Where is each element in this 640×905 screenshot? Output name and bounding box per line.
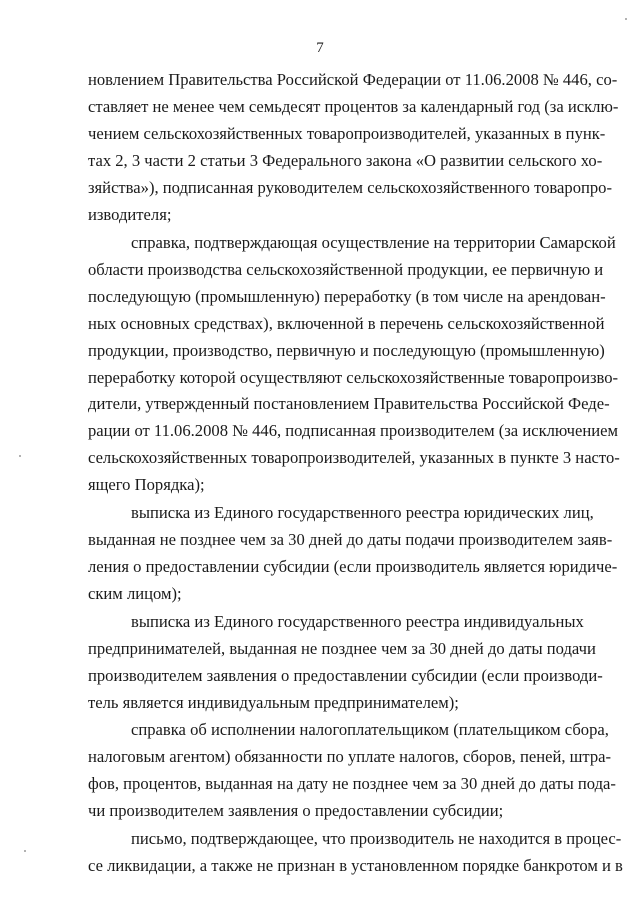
text-line: продукции, производство, первичную и последующую (промышленную): [88, 340, 605, 360]
paragraph-first-line: справка, подтверждающая осуществление на территории Самарской: [131, 232, 616, 252]
text-line: чением сельскохозяйственных товаропроизводителей, указанных в пунк-: [88, 123, 606, 143]
scan-speck: [19, 455, 21, 457]
text-line: сельскохозяйственных товаропроизводителей, указанных в пункте 3 насто-: [88, 448, 620, 468]
text-line: области производства сельскохозяйственной продукции, ее первичную и: [88, 259, 604, 279]
paragraph-first-line: выписка из Единого государственного реестра индивидуальных: [131, 611, 584, 631]
text-line: ления о предоставлении субсидии (если производитель является юридиче-: [88, 557, 618, 576]
paragraph-first-line: письмо, подтверждающее, что производитель не находится в процес-: [131, 829, 622, 848]
text-line: ящего Порядка);: [88, 475, 205, 495]
scan-speck: [24, 850, 26, 852]
text-line: производителем заявления о предоставлении субсидии (если производи-: [88, 665, 603, 685]
text-line: рации от 11.06.2008 № 446, подписанная производителем (за исключением: [88, 421, 619, 441]
page-number: 7: [316, 40, 324, 56]
text-line: фов, процентов, выданная на дату не позднее чем за 30 дней до даты пода-: [88, 774, 616, 794]
paragraph-first-line: выписка из Единого государственного реестра юридических лиц,: [131, 503, 594, 523]
text-line: дители, утвержденный постановлением Правительства Российской Феде-: [88, 394, 610, 414]
text-line: ных основных средствах), включенной в перечень сельскохозяйственной: [88, 313, 605, 333]
text-line: се ликвидации, а также не признан в установленном порядке банкротом и в: [88, 856, 623, 875]
text-line: новлением Правительства Российской Федерации от 11.06.2008 № 446, со-: [88, 70, 618, 89]
text-line: тах 2, 3 части 2 статьи 3 Федерального закона «О развитии сельского хо-: [88, 150, 603, 170]
text-line: ским лицом);: [88, 584, 182, 603]
text-line: переработку которой осуществляют сельскохозяйственные товаропроизво-: [88, 367, 619, 387]
text-line: ставляет не менее чем семьдесят процентов за календарный год (за исклю-: [88, 97, 619, 116]
text-line: зяйства»), подписанная руководителем сельскохозяйственного товаропро-: [88, 177, 612, 197]
text-line: налоговым агентом) обязанности по уплате налогов, сборов, пеней, штра-: [88, 747, 612, 767]
text-line: изводителя;: [88, 204, 172, 224]
scan-speck: [625, 18, 627, 20]
text-line: выданная не позднее чем за 30 дней до даты подачи производителем заяв-: [88, 530, 613, 550]
text-line: чи производителем заявления о предоставлении субсидии;: [88, 801, 504, 821]
text-line: тель является индивидуальным предпринимателем);: [88, 692, 459, 712]
text-line: последующую (промышленную) переработку (в том числе на арендован-: [88, 286, 606, 306]
paragraph-first-line: справка об исполнении налогоплательщиком (плательщиком сбора,: [131, 720, 609, 740]
text-line: предпринимателей, выданная не позднее чем за 30 дней до даты подачи: [88, 638, 596, 658]
